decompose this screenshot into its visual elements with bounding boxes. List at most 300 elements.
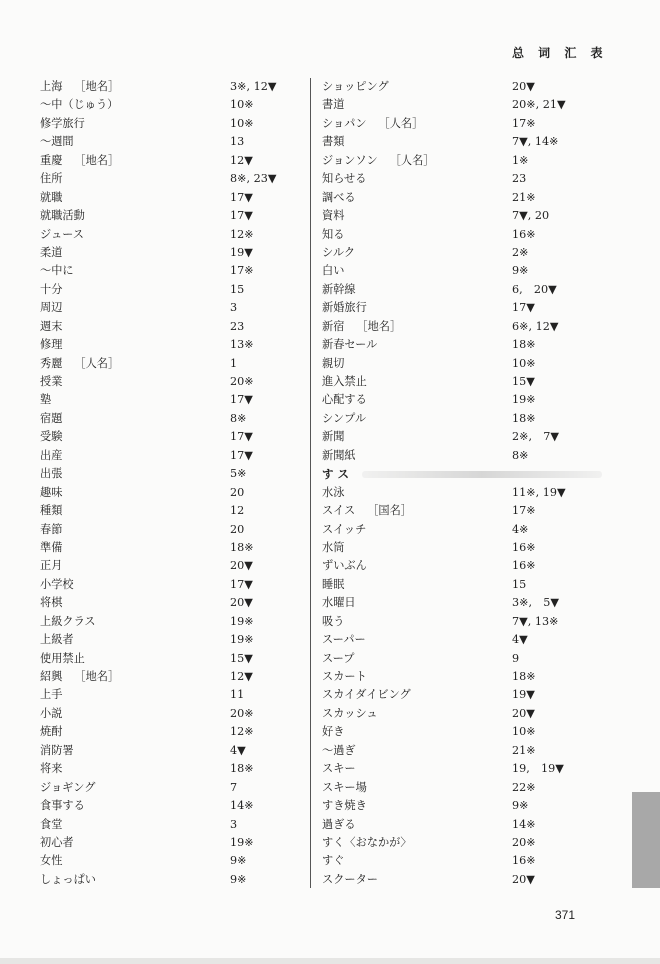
vocab-term — [40, 336, 74, 354]
vocab-word: 上級者 — [40, 633, 74, 647]
vocab-entry — [40, 299, 302, 317]
vocab-entry — [322, 78, 612, 96]
vocab-term — [322, 189, 368, 207]
vocab-term — [40, 742, 86, 760]
vocab-word: すき焼き — [322, 799, 367, 813]
vocab-word: 知らせる — [322, 172, 367, 186]
vocab-entry — [40, 244, 302, 262]
vocab-term — [322, 871, 390, 889]
lesson-references: 4▼ — [230, 743, 246, 757]
vocab-term — [322, 539, 356, 557]
vocab-word: スーパー — [322, 633, 366, 647]
vocab-word: 柔道 — [40, 245, 63, 259]
vocab-term — [322, 723, 356, 741]
lesson-references: 9※ — [512, 799, 529, 813]
vocab-term — [322, 391, 379, 409]
vocab-term — [322, 226, 356, 244]
vocab-term — [322, 521, 378, 539]
vocab-entry — [40, 152, 302, 170]
lesson-references: 12※ — [230, 227, 254, 241]
vocab-entry — [322, 96, 612, 114]
vocab-entry — [322, 152, 612, 170]
vocab-entry — [322, 557, 612, 575]
vocab-entry — [322, 539, 612, 557]
vocab-term — [322, 576, 356, 594]
vocab-word: スキー場 — [322, 780, 367, 794]
vocab-entry — [322, 686, 612, 704]
vocab-word: 吸う — [322, 614, 345, 628]
vocab-word: すく〈おなかが〉 — [322, 835, 412, 849]
lesson-references: 17▼ — [230, 577, 253, 591]
lesson-references: 16※ — [512, 540, 536, 554]
vocab-term — [322, 133, 356, 151]
vocab-entry — [322, 779, 612, 797]
vocab-entry — [40, 852, 302, 870]
vocab-entry — [40, 226, 302, 244]
lesson-references: 9 — [512, 651, 520, 665]
vocab-word: 睡眠 — [322, 577, 345, 591]
vocab-entry — [40, 742, 302, 760]
vocab-word: 新聞紙 — [322, 448, 356, 462]
vocab-entry — [40, 447, 302, 465]
vocab-word: 好き — [322, 725, 345, 739]
vocab-term — [40, 189, 74, 207]
lesson-references: 2※ — [512, 245, 529, 259]
vocab-term — [40, 410, 74, 428]
vocab-entry — [40, 170, 302, 188]
vocab-term — [40, 668, 119, 686]
vocab-entry — [322, 723, 612, 741]
vocab-entry — [40, 115, 302, 133]
vocab-term — [322, 502, 412, 520]
vocab-term — [322, 797, 379, 815]
vocab-entry — [322, 594, 612, 612]
lesson-references: 19※ — [230, 614, 254, 628]
vocab-term — [40, 797, 97, 815]
lesson-references: 20※ — [512, 835, 536, 849]
vocab-term — [322, 170, 378, 188]
page-header-title: 总 词 汇 表 — [512, 46, 608, 60]
vocab-word: 上手 — [40, 688, 63, 702]
vocab-term — [40, 78, 119, 96]
vocab-term — [322, 705, 390, 723]
vocab-entry — [322, 447, 612, 465]
vocab-word: 新聞 — [322, 430, 345, 444]
vocab-word: しょっぱい — [40, 872, 96, 886]
vocab-word: 出張 — [40, 467, 63, 481]
vocab-word: スイス — [322, 504, 356, 518]
vocab-term — [40, 760, 74, 778]
vocab-word: 小学校 — [40, 577, 74, 591]
vocab-term — [322, 742, 368, 760]
vocab-entry — [322, 189, 612, 207]
lesson-references: 20▼ — [512, 872, 535, 886]
vocab-entry — [322, 834, 612, 852]
vocab-word: スカッシュ — [322, 706, 378, 720]
lesson-references: 7▼, 13※ — [512, 614, 559, 628]
vocab-word: 心配する — [322, 393, 367, 407]
vocab-note: ［地名］ — [74, 153, 120, 167]
vocab-term — [40, 576, 86, 594]
vocab-entry — [40, 373, 302, 391]
vocab-word: 塾 — [40, 393, 52, 407]
vocab-term — [40, 373, 74, 391]
vocab-entry — [40, 428, 302, 446]
lesson-references: 8※ — [230, 411, 247, 425]
vocab-entry — [322, 281, 612, 299]
vocab-entry — [40, 281, 302, 299]
vocab-entry — [322, 668, 612, 686]
column-divider — [310, 78, 311, 888]
vocab-word: 周辺 — [40, 301, 63, 315]
vocab-term — [322, 686, 423, 704]
lesson-references: 10※ — [230, 116, 254, 130]
vocab-term — [40, 613, 108, 631]
vocab-word: ずいぶん — [322, 559, 367, 573]
vocab-term — [322, 373, 379, 391]
lesson-references: 19※ — [512, 393, 536, 407]
vocab-entry — [322, 502, 612, 520]
vocab-word: 将来 — [40, 762, 63, 776]
lesson-references: 9※ — [230, 872, 247, 886]
vocab-word: 食堂 — [40, 817, 63, 831]
vocab-word: 白い — [322, 264, 345, 278]
vocab-term — [40, 816, 74, 834]
vocab-word: 受験 — [40, 430, 63, 444]
lesson-references: 1 — [230, 356, 238, 370]
lesson-references: 7▼, 20 — [512, 209, 550, 223]
lesson-references: 17▼ — [230, 393, 253, 407]
vocab-term — [40, 871, 108, 889]
vocab-term — [322, 834, 424, 852]
vocab-entry — [40, 594, 302, 612]
vocab-term — [322, 244, 367, 262]
vocab-word: 上海 — [40, 80, 63, 93]
vocab-word: スカート — [322, 670, 367, 683]
vocab-term — [40, 557, 74, 575]
vocab-entry — [40, 797, 302, 815]
vocab-term — [40, 723, 74, 741]
vocab-word: 調べる — [322, 190, 356, 204]
vocab-entry — [322, 631, 612, 649]
vocab-term — [40, 170, 74, 188]
vocab-word: 準備 — [40, 540, 63, 554]
lesson-references: 11 — [230, 688, 245, 702]
lesson-references: 13 — [230, 135, 245, 149]
lesson-references: 19※ — [230, 835, 254, 849]
vocab-entry — [322, 336, 612, 354]
vocab-entry — [322, 428, 612, 446]
lesson-references: 9※ — [512, 264, 529, 278]
lesson-references: 3 — [230, 301, 238, 315]
vocab-entry — [322, 133, 612, 151]
lesson-references: 4▼ — [512, 633, 528, 647]
vocab-word: スープ — [322, 651, 355, 665]
vocab-note: ［人名］ — [378, 116, 424, 130]
vocab-word: 進入禁止 — [322, 375, 367, 388]
vocab-word: 春節 — [40, 522, 63, 536]
vocab-term — [40, 834, 86, 852]
vocab-term — [40, 594, 74, 612]
vocab-term — [322, 336, 389, 354]
vocab-word: シルク — [322, 245, 356, 259]
lesson-references: 20 — [230, 485, 245, 499]
vocab-word: ジュース — [40, 227, 84, 241]
vocab-word: 書道 — [322, 98, 345, 112]
lesson-references: 18※ — [512, 338, 536, 352]
vocab-entry — [322, 391, 612, 409]
vocab-entry — [40, 539, 302, 557]
lesson-references: 23 — [230, 319, 245, 333]
vocab-term — [322, 318, 401, 336]
lesson-references: 10※ — [512, 356, 536, 370]
lesson-references: 17※ — [512, 504, 536, 518]
lesson-references: 20▼ — [230, 596, 253, 610]
vocab-term — [40, 465, 74, 483]
vocab-term — [40, 152, 119, 170]
vocab-entry — [40, 779, 302, 797]
vocab-term — [322, 281, 368, 299]
vocab-entry — [322, 705, 612, 723]
vocab-term — [40, 539, 74, 557]
vocab-entry — [322, 650, 612, 668]
vocab-entry — [322, 262, 612, 280]
vocab-entry — [322, 244, 612, 262]
vocab-word: 水筒 — [322, 540, 345, 554]
vocab-term — [322, 207, 356, 225]
vocab-entry — [40, 78, 302, 96]
vocab-entry — [40, 484, 302, 502]
vocab-entry — [322, 871, 612, 889]
vocab-term — [322, 428, 356, 446]
vocab-term — [322, 557, 379, 575]
vocab-entry — [40, 262, 302, 280]
vocab-entry — [40, 871, 302, 889]
vocab-term — [40, 686, 74, 704]
lesson-references: 19▼ — [230, 245, 253, 259]
vocab-entry — [322, 355, 612, 373]
vocab-word: 水泳 — [322, 485, 345, 499]
lesson-references: 12※ — [230, 725, 254, 739]
lesson-references: 23 — [512, 172, 527, 186]
vocab-entry — [40, 650, 302, 668]
vocab-term — [322, 96, 356, 114]
lesson-references: 15 — [230, 282, 245, 296]
vocab-note: ［地名］ — [74, 80, 120, 93]
vocab-word: 趣味 — [40, 485, 63, 499]
vocab-word: 消防署 — [40, 743, 74, 757]
vocab-word: 紹興 — [40, 670, 63, 683]
vocab-entry — [322, 410, 612, 428]
vocab-entry — [322, 742, 612, 760]
vocab-entry — [40, 834, 302, 852]
vocab-term — [322, 613, 356, 631]
vocab-word: ショッピング — [322, 80, 389, 93]
lesson-references: 1※ — [512, 153, 529, 167]
vocab-entry — [40, 391, 302, 409]
vocab-term — [40, 705, 74, 723]
vocab-word: 授業 — [40, 375, 63, 388]
vocab-term — [322, 152, 434, 170]
lesson-references: 19※ — [230, 633, 254, 647]
vocab-word: 書類 — [322, 135, 345, 149]
vocab-entry — [322, 318, 612, 336]
lesson-references: 20▼ — [512, 80, 535, 93]
vocab-word: 上級クラス — [40, 614, 96, 628]
vocab-note: ［国名］ — [367, 504, 412, 518]
vocab-entry — [322, 576, 612, 594]
lesson-references: 6, 20▼ — [512, 282, 557, 296]
vocab-entry — [40, 723, 302, 741]
vocab-term — [322, 447, 368, 465]
vocab-word: スクーター — [322, 872, 378, 886]
print-smudge — [362, 471, 602, 478]
lesson-references: 9※ — [230, 854, 247, 868]
lesson-references: 20※ — [230, 706, 254, 720]
vocab-entry — [40, 189, 302, 207]
vocab-word: 小説 — [40, 706, 63, 720]
vocab-term — [40, 299, 74, 317]
lesson-references: 18※ — [512, 411, 536, 425]
vocab-term — [40, 226, 96, 244]
vocab-entry — [322, 852, 612, 870]
vocab-word: 女性 — [40, 854, 63, 868]
vocab-note: ［人名］ — [389, 153, 435, 167]
vocab-term — [40, 96, 130, 114]
lesson-references: 20▼ — [230, 559, 253, 573]
vocab-entry — [322, 484, 612, 502]
vocab-entry — [40, 613, 302, 631]
vocab-word: ～週間 — [40, 135, 74, 149]
vocab-word: スカイダイビング — [322, 688, 411, 702]
lesson-references: 5※ — [230, 467, 247, 481]
lesson-references: 14※ — [230, 799, 254, 813]
lesson-references: 16※ — [512, 854, 536, 868]
vocab-term — [322, 410, 378, 428]
vocab-word: 就職 — [40, 190, 63, 204]
thumb-index-tab — [632, 792, 660, 888]
lesson-references: 2※, 7▼ — [512, 430, 559, 444]
vocab-term — [40, 631, 86, 649]
vocab-word: ～中に — [40, 264, 74, 278]
vocab-entry — [40, 668, 302, 686]
vocab-entry — [322, 816, 612, 834]
lesson-references: 4※ — [512, 522, 529, 536]
vocab-entry — [322, 299, 612, 317]
vocab-term — [322, 668, 379, 686]
vocab-word: 将棋 — [40, 596, 63, 610]
vocab-word: 修理 — [40, 338, 63, 352]
vocab-term — [40, 133, 86, 151]
vocab-entry — [40, 96, 302, 114]
lesson-references: 12▼ — [230, 670, 253, 683]
vocab-term — [322, 115, 423, 133]
vocab-term — [40, 852, 74, 870]
vocab-word: ジョンソン — [322, 153, 378, 167]
vocab-entry — [322, 170, 612, 188]
vocab-term — [40, 318, 74, 336]
vocab-term — [322, 262, 356, 280]
lesson-references: 20 — [230, 522, 245, 536]
vocab-term — [40, 207, 97, 225]
vocab-term — [40, 355, 119, 373]
vocab-entry — [322, 115, 612, 133]
vocab-word: 新宿 — [322, 319, 345, 333]
vocab-word: 初心者 — [40, 835, 74, 849]
lesson-references: 8※ — [512, 448, 529, 462]
vocab-term — [40, 244, 74, 262]
lesson-references: 6※, 12▼ — [512, 319, 559, 333]
page-number: 371 — [555, 908, 576, 922]
vocab-word: 就職活動 — [40, 209, 85, 223]
vocab-word: 過ぎる — [322, 817, 356, 831]
vocab-word: 新婚旅行 — [322, 301, 367, 315]
lesson-references: 13※ — [230, 338, 254, 352]
vocab-term — [40, 521, 74, 539]
right-column-top-entries — [322, 78, 612, 465]
vocab-term — [40, 779, 107, 797]
right-column — [322, 78, 612, 889]
vocab-entry — [40, 502, 302, 520]
vocab-word: 資料 — [322, 209, 345, 223]
lesson-references: 17※ — [512, 116, 536, 130]
vocab-entry — [40, 576, 302, 594]
vocab-term — [322, 299, 379, 317]
vocab-entry — [40, 816, 302, 834]
vocab-word: ショパン — [322, 116, 367, 130]
vocab-note: ［人名］ — [74, 356, 120, 370]
lesson-references: 11※, 19▼ — [512, 485, 566, 499]
lesson-references: 10※ — [512, 725, 536, 739]
lesson-references: 10※ — [230, 98, 254, 112]
vocab-word: 重慶 — [40, 153, 63, 167]
vocab-term — [322, 852, 356, 870]
vocab-term — [40, 502, 74, 520]
lesson-references: 3※, 12▼ — [230, 80, 277, 93]
lesson-references: 17▼ — [230, 430, 253, 444]
vocab-word: ～中（じゅう） — [40, 98, 119, 112]
lesson-references: 7 — [230, 780, 238, 794]
vocab-entry — [322, 521, 612, 539]
lesson-references: 15▼ — [230, 651, 253, 665]
vocab-word: スイッチ — [322, 522, 367, 536]
vocab-entry — [40, 133, 302, 151]
vocab-note: ［地名］ — [74, 670, 120, 683]
lesson-references: 17※ — [230, 264, 254, 278]
lesson-references: 20※, 21▼ — [512, 98, 566, 112]
vocab-word: 使用禁止 — [40, 651, 85, 665]
vocab-word: 秀麗 — [40, 356, 63, 370]
vocab-entry — [40, 207, 302, 225]
lesson-references: 20※ — [230, 375, 254, 388]
vocab-entry — [40, 631, 302, 649]
page-bottom-edge — [0, 958, 660, 964]
vocab-word: すぐ — [322, 854, 345, 868]
vocab-word: 住所 — [40, 172, 63, 186]
lesson-references: 17▼ — [512, 301, 535, 315]
vocab-term — [40, 391, 63, 409]
vocab-entry — [40, 686, 302, 704]
lesson-references: 21※ — [512, 743, 536, 757]
vocab-entry — [40, 557, 302, 575]
vocab-word: スキー — [322, 762, 356, 776]
lesson-references: 17▼ — [230, 448, 253, 462]
vocab-word: 正月 — [40, 559, 63, 573]
vocab-entry — [40, 336, 302, 354]
vocab-word: 宿題 — [40, 411, 63, 425]
lesson-references: 16※ — [512, 227, 536, 241]
vocab-term — [322, 78, 401, 96]
